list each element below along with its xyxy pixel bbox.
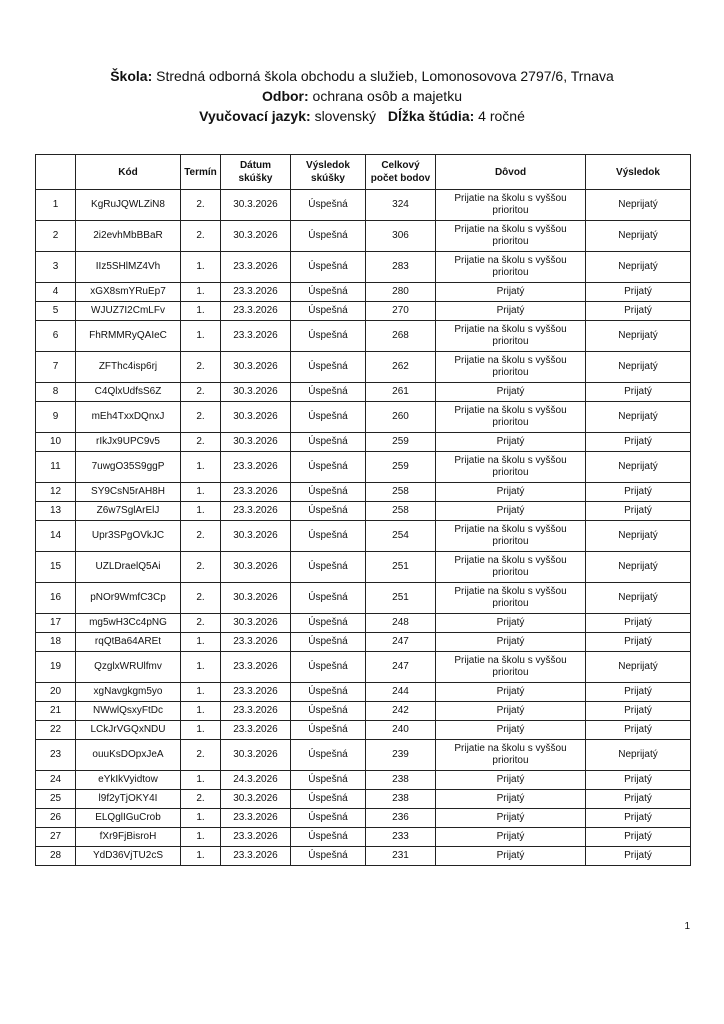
- school-line: [0, 66, 724, 86]
- cell-term: 2.: [181, 221, 221, 252]
- cell-number: 1: [36, 190, 76, 221]
- duration-value: 4 ročné: [478, 108, 525, 124]
- cell-number: 24: [36, 771, 76, 790]
- cell-term: 2.: [181, 740, 221, 771]
- cell-exam-date: 23.3.2026: [221, 683, 291, 702]
- table-row: [36, 190, 691, 221]
- cell-total-points: 259: [366, 433, 436, 452]
- cell-exam-date: 30.3.2026: [221, 614, 291, 633]
- cell-exam-result: Úspešná: [291, 740, 366, 771]
- cell-number: 7: [36, 352, 76, 383]
- cell-total-points: 270: [366, 302, 436, 321]
- cell-reason: Prijatie na školu s vyššou prioritou: [436, 583, 586, 614]
- cell-exam-date: 30.3.2026: [221, 433, 291, 452]
- cell-result: Neprijatý: [586, 740, 691, 771]
- cell-reason: Prijatý: [436, 828, 586, 847]
- cell-number: 12: [36, 483, 76, 502]
- cell-code: ouuKsDOpxJeA: [76, 740, 181, 771]
- page-number: 1: [684, 921, 690, 932]
- cell-exam-date: 23.3.2026: [221, 452, 291, 483]
- cell-term: 2.: [181, 383, 221, 402]
- cell-reason: Prijatý: [436, 847, 586, 866]
- table-row: [36, 433, 691, 452]
- cell-exam-date: 23.3.2026: [221, 847, 291, 866]
- cell-number: 18: [36, 633, 76, 652]
- cell-term: 2.: [181, 190, 221, 221]
- cell-reason: Prijatý: [436, 702, 586, 721]
- cell-exam-date: 23.3.2026: [221, 321, 291, 352]
- table-row: [36, 740, 691, 771]
- cell-result: Neprijatý: [586, 321, 691, 352]
- table-row: [36, 402, 691, 433]
- cell-number: 25: [36, 790, 76, 809]
- cell-exam-result: Úspešná: [291, 633, 366, 652]
- table-row: [36, 721, 691, 740]
- cell-exam-result: Úspešná: [291, 383, 366, 402]
- cell-code: xgNavgkgm5yo: [76, 683, 181, 702]
- cell-exam-result: Úspešná: [291, 321, 366, 352]
- cell-exam-date: 23.3.2026: [221, 702, 291, 721]
- cell-code: WJUZ7I2CmLFv: [76, 302, 181, 321]
- cell-number: 10: [36, 433, 76, 452]
- cell-total-points: 258: [366, 483, 436, 502]
- cell-exam-result: Úspešná: [291, 283, 366, 302]
- cell-total-points: 261: [366, 383, 436, 402]
- cell-result: Prijatý: [586, 633, 691, 652]
- cell-reason: Prijatý: [436, 383, 586, 402]
- cell-result: Prijatý: [586, 771, 691, 790]
- cell-exam-result: Úspešná: [291, 452, 366, 483]
- column-header-result: Výsledok: [586, 155, 691, 190]
- cell-exam-date: 30.3.2026: [221, 521, 291, 552]
- table-body: [36, 190, 691, 866]
- cell-total-points: 248: [366, 614, 436, 633]
- cell-exam-result: Úspešná: [291, 502, 366, 521]
- cell-term: 2.: [181, 552, 221, 583]
- cell-code: pNOr9WmfC3Cp: [76, 583, 181, 614]
- document-header: [0, 66, 724, 126]
- cell-term: 2.: [181, 433, 221, 452]
- cell-number: 28: [36, 847, 76, 866]
- cell-exam-date: 30.3.2026: [221, 352, 291, 383]
- cell-code: 2i2evhMbBBaR: [76, 221, 181, 252]
- cell-result: Neprijatý: [586, 190, 691, 221]
- cell-exam-result: Úspešná: [291, 809, 366, 828]
- cell-result: Neprijatý: [586, 552, 691, 583]
- school-label: Škola:: [110, 68, 153, 84]
- cell-reason: Prijatý: [436, 433, 586, 452]
- cell-exam-result: Úspešná: [291, 702, 366, 721]
- cell-exam-date: 23.3.2026: [221, 502, 291, 521]
- cell-total-points: 247: [366, 652, 436, 683]
- cell-code: YdD36VjTU2cS: [76, 847, 181, 866]
- cell-reason: Prijatý: [436, 614, 586, 633]
- cell-reason: Prijatie na školu s vyššou prioritou: [436, 321, 586, 352]
- cell-number: 23: [36, 740, 76, 771]
- cell-number: 17: [36, 614, 76, 633]
- cell-code: FhRMMRyQAIeC: [76, 321, 181, 352]
- cell-term: 2.: [181, 583, 221, 614]
- cell-total-points: 238: [366, 790, 436, 809]
- cell-reason: Prijatý: [436, 721, 586, 740]
- cell-term: 1.: [181, 721, 221, 740]
- cell-result: Prijatý: [586, 790, 691, 809]
- cell-number: 2: [36, 221, 76, 252]
- cell-number: 4: [36, 283, 76, 302]
- cell-reason: Prijatý: [436, 302, 586, 321]
- cell-number: 11: [36, 452, 76, 483]
- cell-total-points: 251: [366, 552, 436, 583]
- cell-exam-result: Úspešná: [291, 402, 366, 433]
- column-header-exam-result: Výsledok skúšky: [291, 155, 366, 190]
- cell-exam-result: Úspešná: [291, 771, 366, 790]
- cell-term: 1.: [181, 809, 221, 828]
- cell-term: 2.: [181, 402, 221, 433]
- cell-code: NWwlQsxyFtDc: [76, 702, 181, 721]
- cell-result: Prijatý: [586, 483, 691, 502]
- cell-result: Neprijatý: [586, 252, 691, 283]
- column-header-reason: Dôvod: [436, 155, 586, 190]
- cell-code: rqQtBa64AREt: [76, 633, 181, 652]
- cell-total-points: 251: [366, 583, 436, 614]
- cell-total-points: 242: [366, 702, 436, 721]
- cell-code: fXr9FjBisroH: [76, 828, 181, 847]
- table-row: [36, 483, 691, 502]
- cell-exam-result: Úspešná: [291, 352, 366, 383]
- cell-term: 1.: [181, 847, 221, 866]
- cell-total-points: 254: [366, 521, 436, 552]
- cell-exam-result: Úspešná: [291, 721, 366, 740]
- cell-code: mEh4TxxDQnxJ: [76, 402, 181, 433]
- cell-code: C4QlxUdfsS6Z: [76, 383, 181, 402]
- field-label: Odbor:: [262, 88, 309, 104]
- column-header-number: [36, 155, 76, 190]
- field-line: [0, 86, 724, 106]
- cell-number: 22: [36, 721, 76, 740]
- cell-reason: Prijatý: [436, 483, 586, 502]
- cell-exam-date: 23.3.2026: [221, 283, 291, 302]
- table-row: [36, 352, 691, 383]
- cell-reason: Prijatie na školu s vyššou prioritou: [436, 221, 586, 252]
- table-row: [36, 283, 691, 302]
- cell-total-points: 238: [366, 771, 436, 790]
- cell-code: UZLDraelQ5Ai: [76, 552, 181, 583]
- cell-reason: Prijatý: [436, 809, 586, 828]
- cell-code: ZFThc4isp6rj: [76, 352, 181, 383]
- cell-result: Neprijatý: [586, 452, 691, 483]
- cell-exam-result: Úspešná: [291, 583, 366, 614]
- cell-total-points: 233: [366, 828, 436, 847]
- cell-exam-date: 23.3.2026: [221, 828, 291, 847]
- cell-total-points: 236: [366, 809, 436, 828]
- cell-result: Neprijatý: [586, 583, 691, 614]
- cell-code: KgRuJQWLZiN8: [76, 190, 181, 221]
- cell-total-points: 283: [366, 252, 436, 283]
- table-row: [36, 652, 691, 683]
- cell-term: 2.: [181, 790, 221, 809]
- table-row: [36, 683, 691, 702]
- cell-exam-date: 30.3.2026: [221, 583, 291, 614]
- cell-total-points: 239: [366, 740, 436, 771]
- cell-exam-date: 23.3.2026: [221, 252, 291, 283]
- column-header-code: Kód: [76, 155, 181, 190]
- cell-term: 1.: [181, 771, 221, 790]
- cell-total-points: 244: [366, 683, 436, 702]
- cell-exam-date: 30.3.2026: [221, 190, 291, 221]
- table-row: [36, 302, 691, 321]
- cell-exam-date: 30.3.2026: [221, 383, 291, 402]
- cell-total-points: 240: [366, 721, 436, 740]
- results-table: [35, 154, 691, 866]
- language-duration-line: [0, 106, 724, 126]
- table-row: [36, 252, 691, 283]
- cell-term: 1.: [181, 452, 221, 483]
- language-value: slovenský: [314, 108, 377, 124]
- language-label: Vyučovací jazyk:: [199, 108, 311, 124]
- cell-term: 2.: [181, 614, 221, 633]
- cell-term: 1.: [181, 652, 221, 683]
- cell-reason: Prijatie na školu s vyššou prioritou: [436, 652, 586, 683]
- cell-reason: Prijatý: [436, 633, 586, 652]
- cell-code: IIz5SHlMZ4Vh: [76, 252, 181, 283]
- cell-term: 2.: [181, 521, 221, 552]
- cell-term: 1.: [181, 283, 221, 302]
- table-row: [36, 847, 691, 866]
- field-value: ochrana osôb a majetku: [312, 88, 462, 104]
- table-row: [36, 502, 691, 521]
- cell-number: 3: [36, 252, 76, 283]
- cell-result: Neprijatý: [586, 652, 691, 683]
- table-row: [36, 221, 691, 252]
- cell-reason: Prijatý: [436, 283, 586, 302]
- cell-exam-date: 30.3.2026: [221, 790, 291, 809]
- cell-exam-result: Úspešná: [291, 683, 366, 702]
- table-row: [36, 583, 691, 614]
- cell-result: Prijatý: [586, 283, 691, 302]
- cell-exam-date: 24.3.2026: [221, 771, 291, 790]
- cell-result: Prijatý: [586, 502, 691, 521]
- cell-total-points: 280: [366, 283, 436, 302]
- cell-number: 8: [36, 383, 76, 402]
- cell-number: 21: [36, 702, 76, 721]
- cell-total-points: 247: [366, 633, 436, 652]
- cell-term: 2.: [181, 352, 221, 383]
- cell-total-points: 258: [366, 502, 436, 521]
- cell-code: l9f2yTjOKY4I: [76, 790, 181, 809]
- cell-code: QzglxWRUlfmv: [76, 652, 181, 683]
- cell-number: 14: [36, 521, 76, 552]
- table-row: [36, 552, 691, 583]
- cell-exam-result: Úspešná: [291, 190, 366, 221]
- cell-exam-date: 30.3.2026: [221, 402, 291, 433]
- cell-result: Prijatý: [586, 433, 691, 452]
- cell-exam-result: Úspešná: [291, 483, 366, 502]
- cell-exam-date: 23.3.2026: [221, 633, 291, 652]
- cell-number: 19: [36, 652, 76, 683]
- cell-term: 1.: [181, 633, 221, 652]
- cell-code: SY9CsN5rAH8H: [76, 483, 181, 502]
- cell-code: Upr3SPgOVkJC: [76, 521, 181, 552]
- cell-total-points: 231: [366, 847, 436, 866]
- table-row: [36, 383, 691, 402]
- cell-total-points: 324: [366, 190, 436, 221]
- cell-exam-result: Úspešná: [291, 552, 366, 583]
- cell-term: 1.: [181, 252, 221, 283]
- cell-code: xGX8smYRuEp7: [76, 283, 181, 302]
- column-header-term: Termín: [181, 155, 221, 190]
- cell-result: Prijatý: [586, 383, 691, 402]
- cell-exam-date: 30.3.2026: [221, 221, 291, 252]
- cell-term: 1.: [181, 483, 221, 502]
- cell-total-points: 306: [366, 221, 436, 252]
- cell-total-points: 268: [366, 321, 436, 352]
- cell-number: 5: [36, 302, 76, 321]
- table-row: [36, 771, 691, 790]
- cell-exam-result: Úspešná: [291, 521, 366, 552]
- cell-number: 26: [36, 809, 76, 828]
- cell-result: Prijatý: [586, 302, 691, 321]
- cell-exam-date: 30.3.2026: [221, 740, 291, 771]
- cell-term: 1.: [181, 828, 221, 847]
- cell-exam-result: Úspešná: [291, 221, 366, 252]
- cell-total-points: 262: [366, 352, 436, 383]
- cell-term: 1.: [181, 702, 221, 721]
- cell-number: 13: [36, 502, 76, 521]
- cell-total-points: 259: [366, 452, 436, 483]
- cell-term: 1.: [181, 683, 221, 702]
- table-row: [36, 702, 691, 721]
- cell-reason: Prijatý: [436, 771, 586, 790]
- cell-code: eYkIkVyidtow: [76, 771, 181, 790]
- cell-reason: Prijatie na školu s vyššou prioritou: [436, 552, 586, 583]
- cell-exam-date: 23.3.2026: [221, 809, 291, 828]
- cell-exam-result: Úspešná: [291, 252, 366, 283]
- school-value: Stredná odborná škola obchodu a služieb, Lomonosovova 2797/6, Trnava: [156, 68, 614, 84]
- cell-exam-result: Úspešná: [291, 828, 366, 847]
- cell-number: 9: [36, 402, 76, 433]
- cell-result: Prijatý: [586, 702, 691, 721]
- cell-result: Prijatý: [586, 614, 691, 633]
- cell-code: mg5wH3Cc4pNG: [76, 614, 181, 633]
- table-row: [36, 614, 691, 633]
- cell-reason: Prijatie na školu s vyššou prioritou: [436, 190, 586, 221]
- cell-reason: Prijatý: [436, 790, 586, 809]
- cell-code: LCkJrVGQxNDU: [76, 721, 181, 740]
- cell-code: Z6w7SglArElJ: [76, 502, 181, 521]
- column-header-exam-date: Dátum skúšky: [221, 155, 291, 190]
- cell-code: rIkJx9UPC9v5: [76, 433, 181, 452]
- table-row: [36, 452, 691, 483]
- cell-exam-date: 23.3.2026: [221, 302, 291, 321]
- table-row: [36, 633, 691, 652]
- cell-total-points: 260: [366, 402, 436, 433]
- column-header-total-points: Celkový počet bodov: [366, 155, 436, 190]
- cell-exam-date: 23.3.2026: [221, 721, 291, 740]
- cell-reason: Prijatie na školu s vyššou prioritou: [436, 740, 586, 771]
- cell-number: 27: [36, 828, 76, 847]
- cell-reason: Prijatie na školu s vyššou prioritou: [436, 521, 586, 552]
- table-row: [36, 321, 691, 352]
- cell-reason: Prijatie na školu s vyššou prioritou: [436, 352, 586, 383]
- table-row: [36, 521, 691, 552]
- table-header-row: [36, 155, 691, 190]
- cell-code: ELQglIGuCrob: [76, 809, 181, 828]
- table-row: [36, 809, 691, 828]
- cell-number: 6: [36, 321, 76, 352]
- cell-term: 1.: [181, 321, 221, 352]
- cell-exam-result: Úspešná: [291, 433, 366, 452]
- cell-result: Neprijatý: [586, 521, 691, 552]
- cell-exam-result: Úspešná: [291, 847, 366, 866]
- cell-exam-result: Úspešná: [291, 614, 366, 633]
- cell-number: 16: [36, 583, 76, 614]
- cell-result: Neprijatý: [586, 402, 691, 433]
- cell-result: Prijatý: [586, 847, 691, 866]
- cell-exam-result: Úspešná: [291, 652, 366, 683]
- cell-exam-date: 23.3.2026: [221, 483, 291, 502]
- cell-exam-date: 23.3.2026: [221, 652, 291, 683]
- cell-term: 1.: [181, 502, 221, 521]
- cell-result: Prijatý: [586, 809, 691, 828]
- cell-exam-result: Úspešná: [291, 302, 366, 321]
- cell-number: 15: [36, 552, 76, 583]
- cell-exam-result: Úspešná: [291, 790, 366, 809]
- table-row: [36, 790, 691, 809]
- cell-reason: Prijatie na školu s vyššou prioritou: [436, 252, 586, 283]
- cell-number: 20: [36, 683, 76, 702]
- duration-label: Dĺžka štúdia:: [387, 108, 475, 124]
- cell-result: Prijatý: [586, 721, 691, 740]
- table-row: [36, 828, 691, 847]
- cell-reason: Prijatie na školu s vyššou prioritou: [436, 452, 586, 483]
- cell-reason: Prijatie na školu s vyššou prioritou: [436, 402, 586, 433]
- cell-reason: Prijatý: [436, 502, 586, 521]
- cell-result: Neprijatý: [586, 221, 691, 252]
- cell-result: Prijatý: [586, 828, 691, 847]
- cell-code: 7uwgO35S9ggP: [76, 452, 181, 483]
- cell-result: Neprijatý: [586, 352, 691, 383]
- cell-result: Prijatý: [586, 683, 691, 702]
- cell-exam-date: 30.3.2026: [221, 552, 291, 583]
- cell-reason: Prijatý: [436, 683, 586, 702]
- cell-term: 1.: [181, 302, 221, 321]
